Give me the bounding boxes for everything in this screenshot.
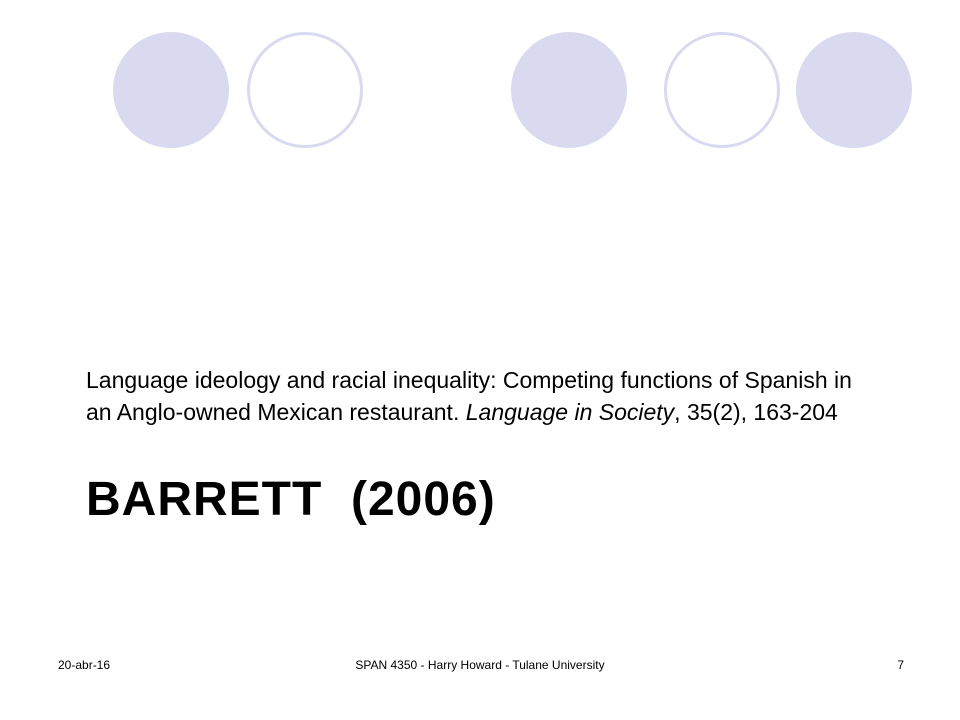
decorative-circle-outline — [664, 32, 780, 148]
subtitle-text: Language ideology and racial inequality: Competing functions of Spanish in an Anglo-owned Mexican restaurant. — [86, 367, 852, 425]
slide-number: 7 — [897, 658, 904, 672]
decorative-circle-outline — [247, 32, 363, 148]
decorative-circle-filled — [511, 32, 627, 148]
slide-title: BARRETT (2006) — [86, 473, 496, 526]
footer-course: SPAN 4350 - Harry Howard - Tulane University — [355, 658, 605, 672]
decorative-circle-filled — [796, 32, 912, 148]
journal-name: Language in Society — [465, 399, 675, 425]
decorative-circle-filled — [113, 32, 229, 148]
slide-subtitle — [86, 364, 866, 428]
footer-date: 20-abr-16 — [58, 658, 111, 672]
citation-details: , 35(2), 163-204 — [674, 399, 838, 425]
